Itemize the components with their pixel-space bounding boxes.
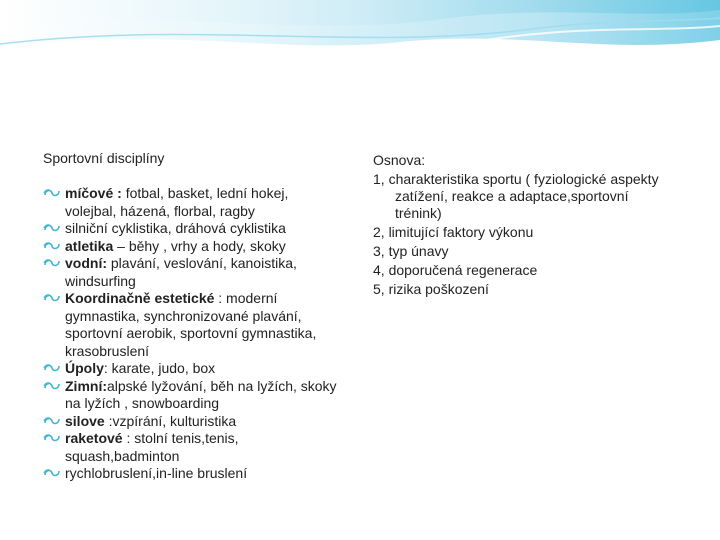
item-text: fotbal, basket, lední hokej, volejbal, házená, florbal, ragby xyxy=(65,185,289,219)
item-text: :vzpírání, kulturistika xyxy=(104,412,237,429)
list-item xyxy=(43,220,343,238)
outline-item: 3, typ únavy xyxy=(373,243,449,259)
swirl-bullet-icon xyxy=(43,239,61,253)
disciplines-heading: Sportovní disciplíny xyxy=(43,150,165,166)
outline-title: Osnova: xyxy=(373,152,426,168)
outline-item: 2, limitující faktory výkonu xyxy=(373,224,534,240)
list-item xyxy=(43,465,343,483)
item-label: Zimní: xyxy=(65,377,107,394)
swirl-bullet-icon xyxy=(43,414,61,428)
list-item xyxy=(43,413,343,431)
item-label: míčové : xyxy=(65,185,122,201)
item-text: silniční cyklistika, dráhová cyklistika xyxy=(65,220,286,236)
list-item xyxy=(43,238,343,256)
item-label: Koordinačně estetické xyxy=(65,290,215,306)
item-label: Úpoly xyxy=(65,360,104,376)
swirl-bullet-icon xyxy=(43,379,61,393)
disciplines-list xyxy=(43,185,343,483)
outline-item: 1, charakteristika sportu ( fyziologické aspekty zatížení, reakce a adaptace,sportovní trénink) xyxy=(373,171,659,221)
list-item xyxy=(43,255,343,290)
swirl-bullet-icon xyxy=(43,186,61,200)
list-item xyxy=(43,430,343,465)
swirl-bullet-icon xyxy=(43,466,61,480)
item-text: – běhy , vrhy a hody, skoky xyxy=(113,237,286,254)
item-label: silove xyxy=(65,412,105,429)
sports-disciplines-column xyxy=(43,150,343,483)
outline-item: 4, doporučená regenerace xyxy=(373,262,538,278)
item-text: plavání, veslování, kanoistika, windsurfing xyxy=(65,255,297,289)
swirl-bullet-icon xyxy=(43,256,61,270)
outline-item: 5, rizika poškození xyxy=(373,281,489,297)
list-item xyxy=(43,185,343,220)
item-text: : stolní tenis,tenis, squash,badminton xyxy=(65,430,239,464)
swirl-bullet-icon xyxy=(43,431,61,445)
item-text: : moderní gymnastika, synchronizované plavání, sportovní aerobik, sportovní gymnastika, krasobruslení xyxy=(65,290,317,359)
swirl-bullet-icon xyxy=(43,291,61,305)
list-item xyxy=(43,378,343,413)
item-label: raketové xyxy=(65,430,123,446)
item-label: vodní: xyxy=(65,255,107,271)
decorative-wave-banner xyxy=(0,0,720,70)
item-text: : karate, judo, box xyxy=(103,360,216,376)
list-item xyxy=(43,290,343,360)
list-item xyxy=(43,360,343,378)
item-text: rychlobruslení,in-line bruslení xyxy=(65,465,248,481)
swirl-bullet-icon xyxy=(43,361,61,375)
swirl-bullet-icon xyxy=(43,221,61,235)
wave-graphic xyxy=(0,0,720,70)
item-label: atletika xyxy=(65,237,114,254)
outline-column xyxy=(373,152,673,298)
item-text: alpské lyžování, běh na lyžích, skoky na lyžích , snowboarding xyxy=(65,377,337,411)
